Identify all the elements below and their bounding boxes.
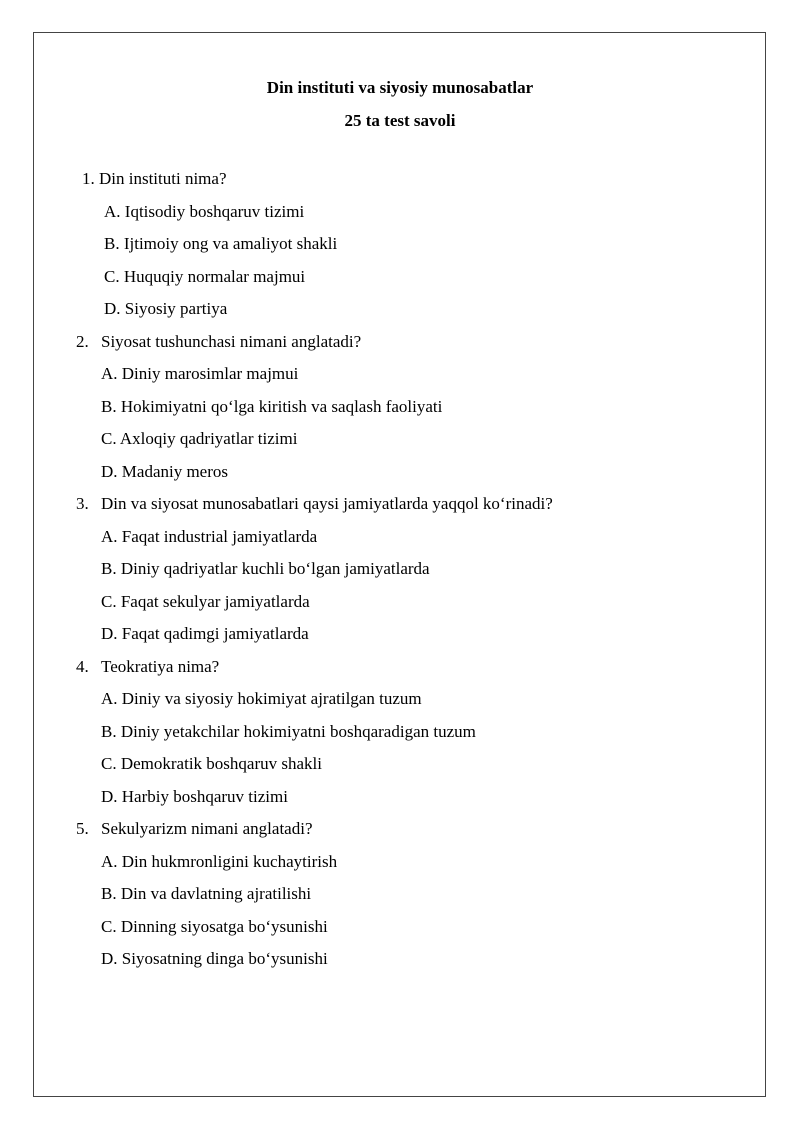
question-2-option-d [0, 461, 800, 494]
question-4-option-d [0, 786, 800, 819]
question-5-option-d [0, 948, 800, 981]
question-5-option-a [0, 851, 800, 884]
question-2-option-c [0, 428, 800, 461]
question-2-option-b [0, 396, 800, 429]
question-3-option-a [0, 526, 800, 559]
question-3-option-d [0, 623, 800, 656]
question-4-option-c [0, 753, 800, 786]
question-4-option-b [0, 721, 800, 754]
option-text: A. Faqat industrial jamiyatlarda [101, 526, 318, 546]
option-text: A. Din hukmronligini kuchaytirish [101, 851, 338, 871]
option-text: D. Faqat qadimgi jamiyatlarda [101, 624, 309, 643]
question-3-option-b [0, 558, 800, 591]
option-text: A. Iqtisodiy boshqaruv tizimi [104, 201, 305, 221]
question-1-option-b [0, 233, 800, 266]
question-4 [0, 656, 800, 689]
question-5-option-b [0, 883, 800, 916]
question-list [0, 168, 800, 981]
question-text: Din va siyosat munosabatlari qaysi jamiyatlarda yaqqol ko‘rinadi? [101, 494, 553, 513]
option-text: D. Harbiy boshqaruv tizimi [101, 786, 288, 806]
option-text: C. Faqat sekulyar jamiyatlarda [101, 591, 310, 611]
option-text: D. Siyosiy partiya [104, 299, 228, 318]
document-subtitle: 25 ta test savoli [344, 111, 456, 130]
question-number: 2. [76, 331, 89, 351]
question-1-option-d [0, 298, 800, 331]
question-1 [0, 168, 800, 201]
question-4-option-a [0, 688, 800, 721]
option-text: C. Dinning siyosatga bo‘ysunishi [101, 916, 328, 936]
question-2 [0, 331, 800, 364]
question-number: 5. [76, 819, 89, 838]
question-number: 4. [76, 656, 89, 676]
question-text: Teokratiya nima? [101, 656, 220, 676]
question-3-option-c [0, 591, 800, 624]
question-text: Din instituti nima? [99, 169, 227, 188]
question-number: 1. [82, 169, 95, 188]
question-1-option-c [0, 266, 800, 299]
option-text: B. Din va davlatning ajratilishi [101, 884, 312, 903]
option-text: B. Ijtimoiy ong va amaliyot shakli [104, 234, 338, 253]
question-text: Siyosat tushunchasi nimani anglatadi? [101, 331, 362, 351]
option-text: D. Madaniy meros [101, 461, 229, 481]
option-text: A. Diniy va siyosiy hokimiyat ajratilgan tuzum [101, 689, 422, 708]
option-text: B. Diniy qadriyatlar kuchli bo‘lgan jamiyatlarda [101, 559, 430, 578]
question-1-option-a [0, 201, 800, 234]
option-text: C. Axloqiy qadriyatlar tizimi [101, 429, 298, 448]
question-5 [0, 818, 800, 851]
option-text: C. Demokratik boshqaruv shakli [101, 754, 322, 773]
question-number: 3. [76, 494, 89, 513]
option-text: C. Huquqiy normalar majmui [104, 266, 306, 286]
question-3 [0, 493, 800, 526]
document-title: Din instituti va siyosiy munosabatlar [266, 78, 534, 97]
option-text: D. Siyosatning dinga bo‘ysunishi [101, 949, 328, 968]
question-5-option-c [0, 916, 800, 949]
option-text: B. Hokimiyatni qo‘lga kiritish va saqlash faoliyati [101, 396, 443, 416]
option-text: A. Diniy marosimlar majmui [101, 364, 299, 383]
question-text: Sekulyarizm nimani anglatadi? [101, 819, 313, 838]
option-text: B. Diniy yetakchilar hokimiyatni boshqaradigan tuzum [101, 721, 476, 741]
question-2-option-a [0, 363, 800, 396]
